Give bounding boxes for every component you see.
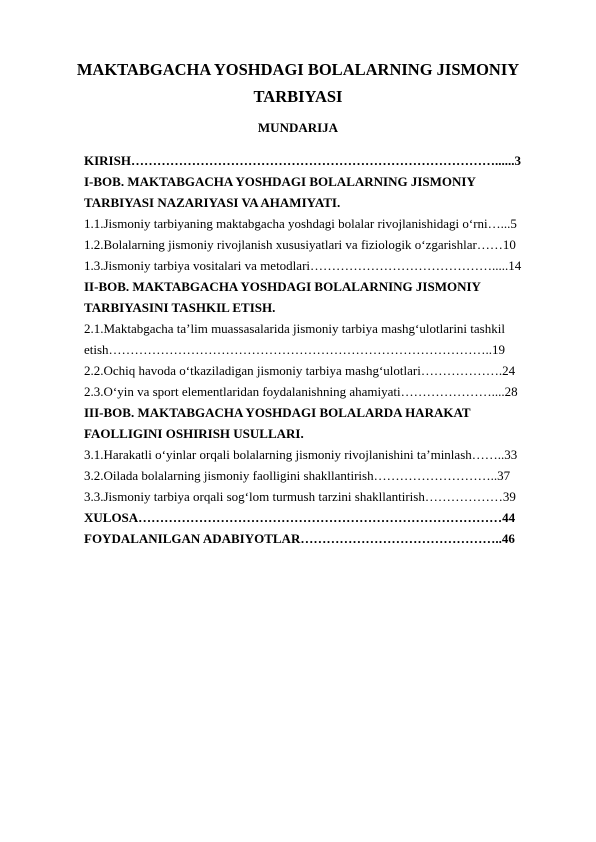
- toc-line: 3.3.Jismoniy tarbiya orqali sog‘lom turmush tarzini shakllantirish………………39: [84, 489, 516, 504]
- toc-line: 2.1.Maktabgacha ta’lim muassasalarida jismoniy tarbiya mashg‘ulotlarini tashkil: [84, 321, 505, 336]
- toc-heading: MUNDARIJA: [257, 120, 339, 135]
- toc-line: etish……………………………………………………………………………..19: [84, 342, 506, 357]
- toc-line: XULOSA…………………………………………………………………………44: [84, 510, 516, 525]
- toc-line: FOYDALANILGAN ADABIYOTLAR………………………………………..46: [84, 531, 515, 546]
- toc-line: 3.1.Harakatli o‘yinlar orqali bolalarning jismoniy rivojlanishini ta’minlash……..33: [84, 447, 518, 462]
- page-title: MAKTABGACHA YOSHDAGI BOLALARNING JISMONIY TARBIYASI: [76, 60, 520, 106]
- toc-line: 1.1.Jismoniy tarbiyaning maktabgacha yoshdagi bolalar rivojlanishidagi o‘rni…...5: [84, 216, 517, 231]
- table-of-contents: [84, 150, 552, 549]
- toc-line: III-BOB. MAKTABGACHA YOSHDAGI BOLALARDA HARAKAT: [84, 405, 471, 420]
- toc-line: 2.3.O‘yin va sport elementlaridan foydalanishning ahamiyati…………………....28: [84, 384, 518, 399]
- toc-line: TARBIYASINI TASHKIL ETISH.: [84, 300, 276, 315]
- toc-line: I-BOB. MAKTABGACHA YOSHDAGI BOLALARNING JISMONIY: [84, 174, 476, 189]
- toc-line: II-BOB. MAKTABGACHA YOSHDAGI BOLALARNING JISMONIY: [84, 279, 481, 294]
- toc-line: 3.2.Oilada bolalarning jismoniy faolligini shakllantirish………………………..37: [84, 468, 511, 483]
- toc-line: FAOLLIGINI OSHIRISH USULLARI.: [84, 426, 304, 441]
- toc-line: 1.3.Jismoniy tarbiya vositalari va metodlari…………………………………….....14: [84, 258, 522, 273]
- toc-line: 2.2.Ochiq havoda o‘tkaziladigan jismoniy tarbiya mashg‘ulotlari……………….24: [84, 363, 516, 378]
- toc-line: TARBIYASI NAZARIYASI VA AHAMIYATI.: [84, 195, 341, 210]
- toc-line: KIRISH…………………………………………………………………………......3: [84, 153, 521, 168]
- toc-line: 1.2.Bolalarning jismoniy rivojlanish xususiyatlari va fiziologik o‘zgarishlar……10: [84, 237, 516, 252]
